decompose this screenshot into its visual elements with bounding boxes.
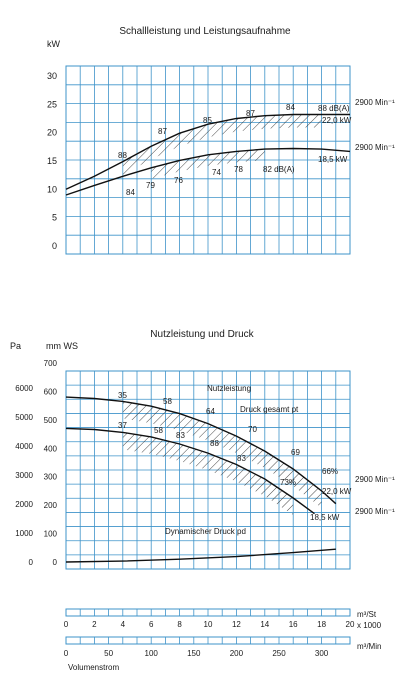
flow-unit-top-sub: x 1000 [357, 621, 382, 630]
flow-tick-label-top: 0 [63, 620, 69, 629]
flow-tick-label-top: 8 [177, 620, 182, 629]
y-tick-label-mmws: 500 [43, 415, 57, 425]
chart2-ylabel-pa: Pa [10, 341, 22, 351]
efficiency-label-lower: 83 [176, 431, 185, 440]
flow-tick-label-top: 10 [203, 620, 213, 629]
y-tick-label: 20 [46, 127, 57, 138]
db-label-upper: 87 [158, 127, 167, 136]
flow-unit-top: m³/St [357, 610, 377, 619]
db-label-lower: 82 dB(A) [263, 165, 295, 174]
efficiency-label-upper: 58 [163, 397, 172, 406]
y-tick-label-pa: 0 [28, 558, 33, 567]
db-label-upper: 88 [118, 151, 127, 160]
chart1-y-ticks [47, 71, 57, 251]
y-tick-label-mmws: 400 [43, 444, 57, 454]
y-tick-label-pa: 4000 [15, 442, 33, 452]
chart2-pa-ticks [15, 384, 33, 567]
flow-axes [64, 609, 355, 658]
flow-tick-label-top: 2 [92, 620, 97, 629]
flow-tick-label-top: 20 [345, 620, 355, 629]
flow-unit-bottom: m³/Min [357, 642, 382, 651]
y-tick-label: 5 [51, 212, 57, 223]
efficiency-label-lower: 83 [237, 454, 246, 463]
y-tick-label: 25 [46, 99, 57, 110]
y-tick-label-mmws: 700 [43, 359, 57, 368]
flow-tick-label-top: 4 [120, 620, 126, 629]
series-line-dynamic-pressure [66, 549, 336, 562]
efficiency-label-lower: 58 [154, 426, 163, 435]
flow-tick-label-top: 18 [317, 620, 327, 629]
y-tick-label-mmws: 300 [43, 472, 57, 482]
efficiency-label-lower: 37 [118, 421, 127, 430]
flow-tick-label-bottom: 250 [272, 649, 286, 658]
flow-tick-label-bottom: 50 [104, 649, 114, 658]
db-label-upper: 87 [246, 109, 255, 118]
chart2-y-ticks [44, 359, 58, 567]
chart2-speed-label-lower: 2900 Min⁻¹ [355, 507, 395, 516]
y-tick-label-pa: 1000 [15, 529, 33, 539]
y-tick-label-pa: 5000 [15, 413, 33, 423]
flow-tick-label-top: 12 [231, 620, 241, 629]
flow-axis-label: Volumenstrom [68, 663, 120, 672]
flow-tick-label-top: 14 [260, 620, 270, 629]
chart1-ylabel: kW [47, 39, 60, 49]
label-nutzleistung: Nutzleistung [207, 384, 252, 393]
y-tick-label: 30 [46, 71, 57, 81]
db-label-upper: 85 [203, 116, 212, 125]
label-dynamischer-druck: Dynamischer Druck pd [165, 527, 246, 536]
efficiency-label-upper: 69 [291, 448, 300, 457]
chart2-ylabel-mmws: mm WS [46, 341, 78, 351]
db-label-lower: 78 [234, 165, 243, 174]
flow-tick-label-top: 6 [148, 620, 154, 629]
y-tick-label-mmws: 0 [52, 558, 57, 567]
y-tick-label: 10 [46, 184, 57, 195]
flow-tick-label-bottom: 100 [144, 649, 158, 658]
y-tick-label-pa: 2000 [15, 500, 33, 510]
db-label-lower: 74 [212, 168, 221, 177]
y-tick-label: 15 [46, 156, 57, 166]
flow-tick-label-bottom: 300 [314, 649, 329, 658]
chart2-speed-label-upper: 2900 Min⁻¹ [355, 475, 395, 484]
db-label-upper: 84 [286, 103, 295, 112]
y-tick-label-mmws: 100 [43, 529, 57, 539]
y-tick-label: 0 [51, 241, 57, 251]
efficiency-label-upper: 70 [248, 425, 257, 434]
chart1-speed-label-upper: 2900 Min⁻¹ [355, 98, 395, 107]
efficiency-label-lower: 88 [210, 439, 219, 448]
y-tick-label-mmws: 200 [43, 501, 57, 511]
label-druck-gesamt: Druck gesamt pt [240, 405, 299, 414]
chart1-series-label-lower: 18,5 kW [318, 155, 348, 164]
flow-tick-label-bottom: 0 [63, 649, 69, 658]
db-label-upper: 88 dB(A) [318, 104, 350, 113]
y-tick-label-pa: 6000 [15, 384, 33, 394]
y-tick-label-mmws: 600 [43, 387, 57, 397]
flow-tick-label-bottom: 150 [187, 649, 201, 658]
db-label-lower: 79 [146, 181, 155, 190]
efficiency-label-upper: 66% [322, 467, 339, 476]
chart2-series-label-lower: 18,5 kW [310, 513, 340, 522]
chart1-series-label-upper: 22,0 kW [322, 116, 352, 125]
chart2-title: Nutzleistung und Druck [150, 329, 254, 340]
db-label-lower: 76 [174, 176, 183, 185]
flow-tick-label-top: 16 [288, 620, 298, 629]
db-label-lower: 84 [126, 188, 135, 197]
flow-tick-label-bottom: 200 [229, 649, 244, 658]
efficiency-label-lower: 73% [280, 478, 297, 487]
y-tick-label-pa: 3000 [15, 471, 33, 481]
efficiency-label-upper: 35 [118, 391, 127, 400]
efficiency-label-upper: 64 [206, 407, 215, 416]
chart2-series-label-upper: 22,0 kW [322, 487, 352, 496]
chart1-speed-label-lower: 2900 Min⁻¹ [355, 143, 395, 152]
chart1-title: Schallleistung und Leistungsaufnahme [119, 26, 291, 37]
